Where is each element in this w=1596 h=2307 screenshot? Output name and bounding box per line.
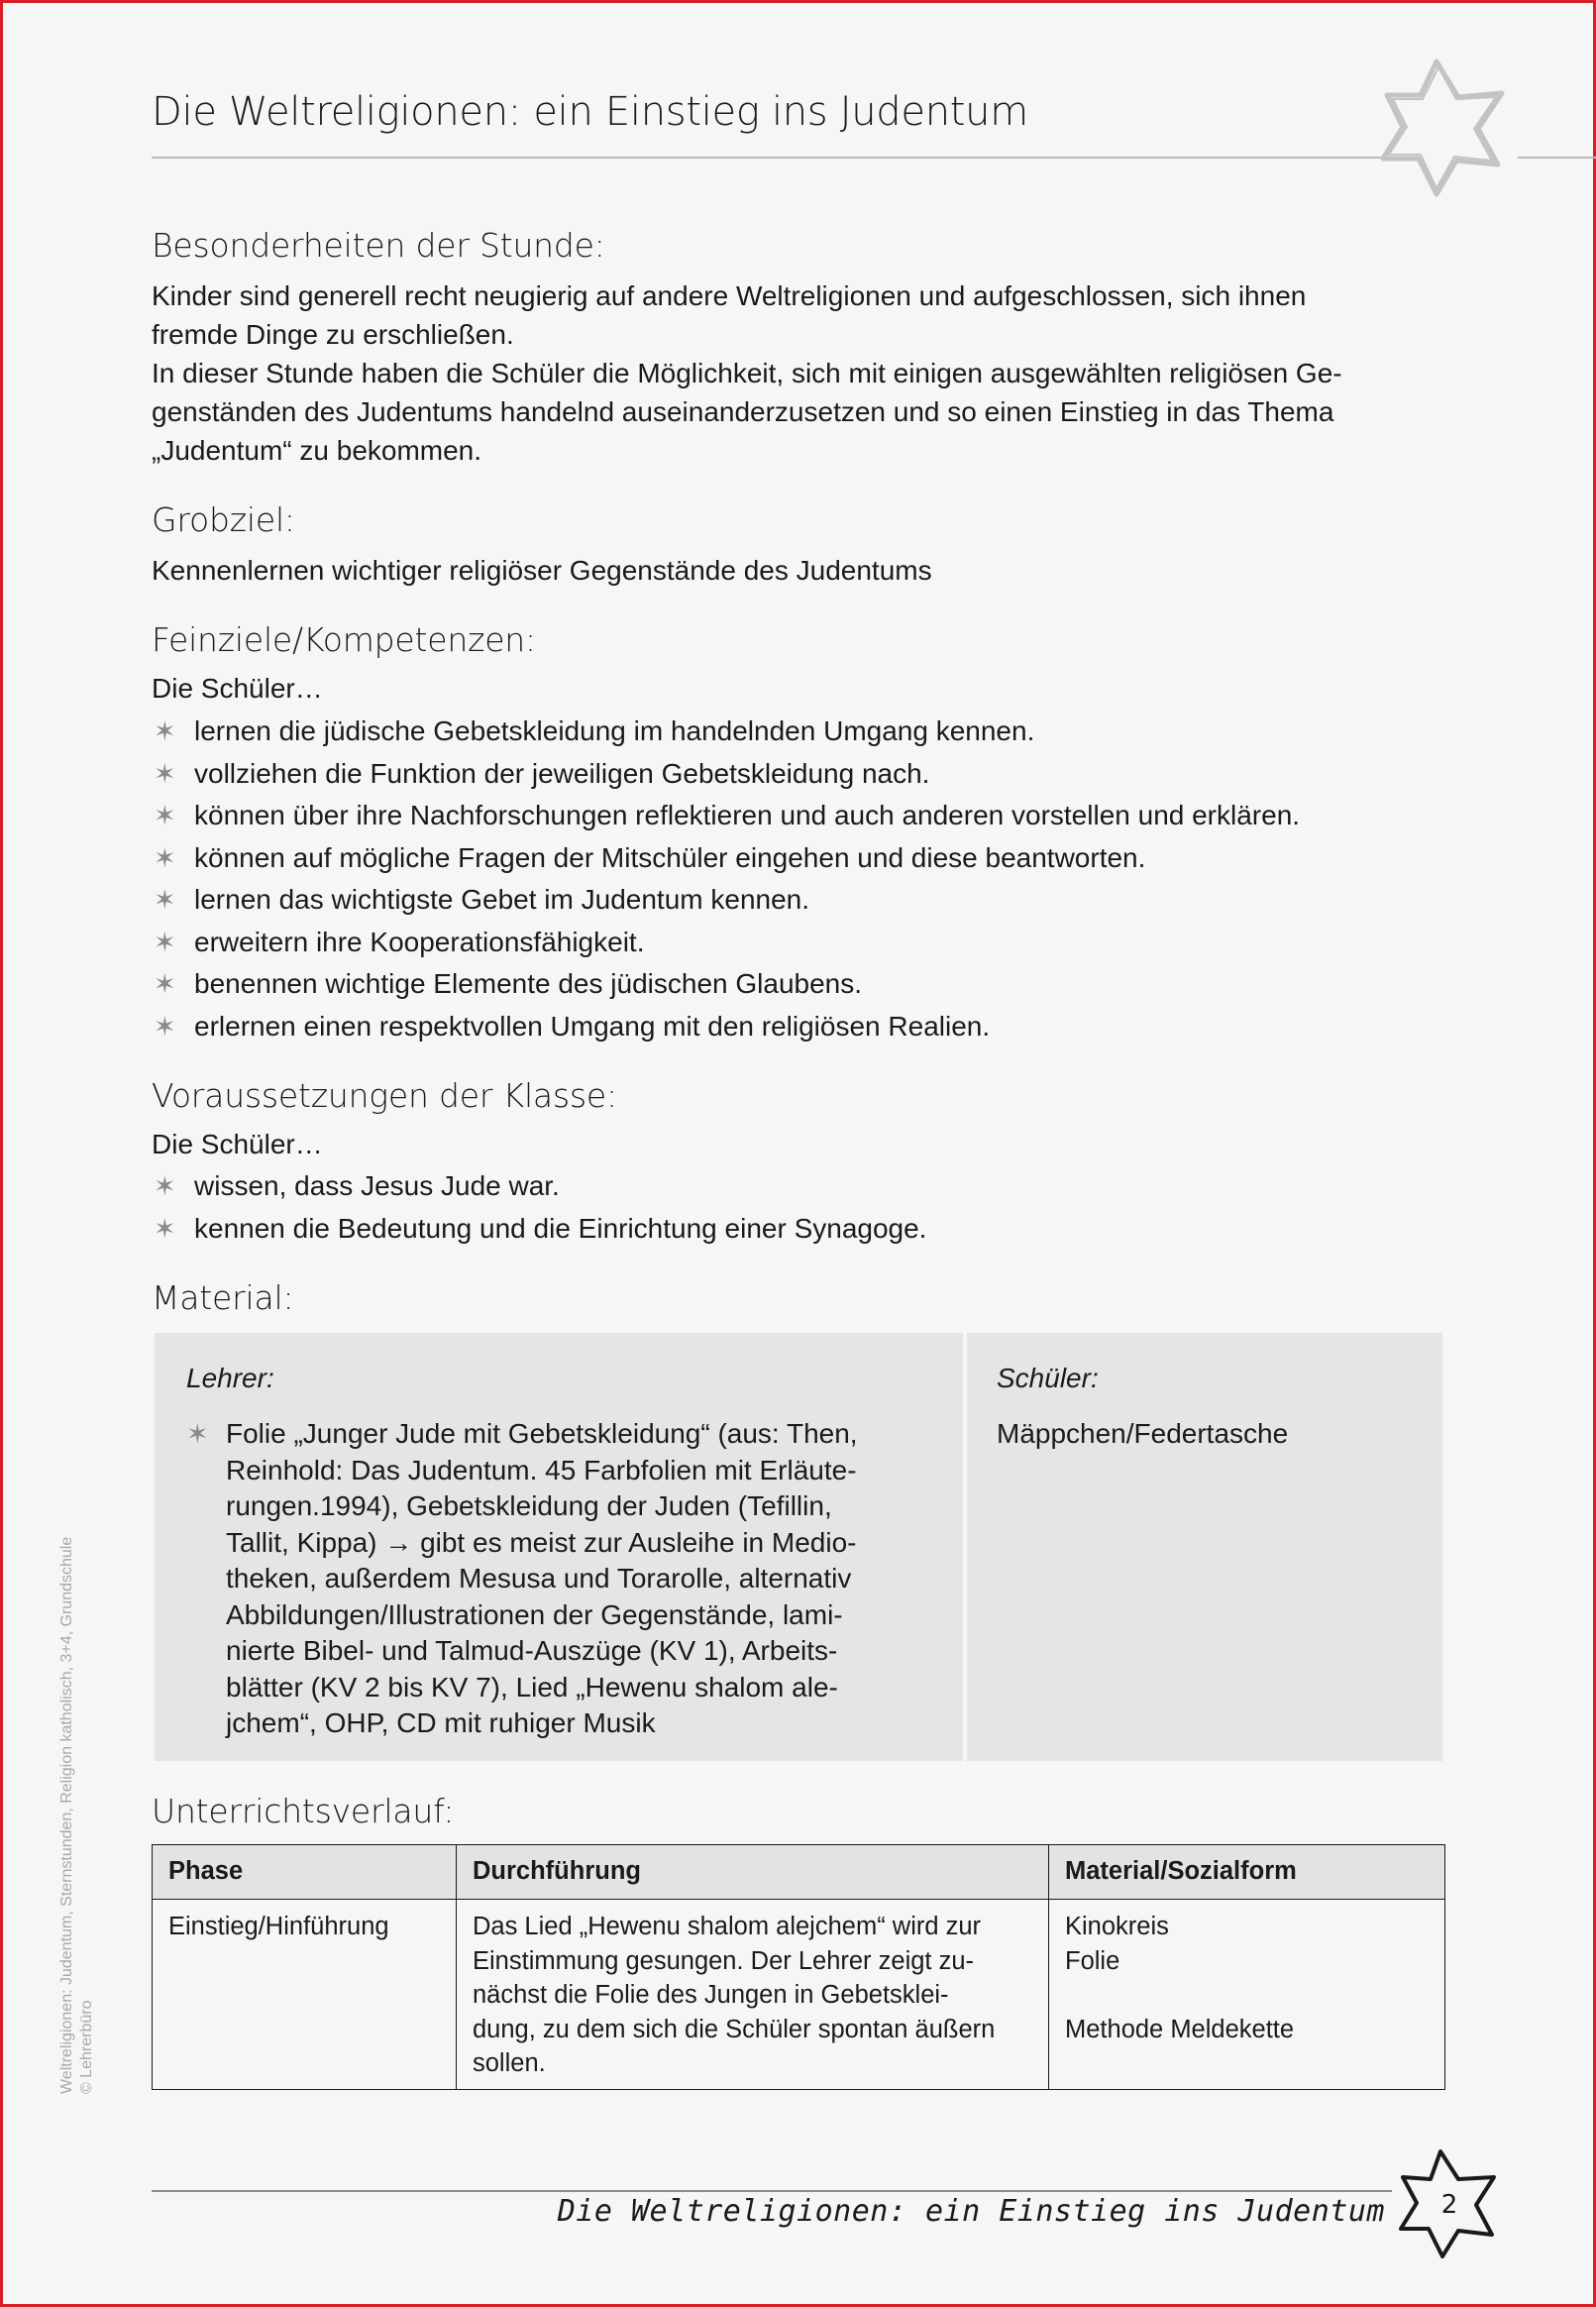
text-line: theken, außerdem Mesusa und Torarolle, alternativ (226, 1563, 852, 1593)
six-point-star-icon: ✶ (154, 842, 176, 873)
text-line: Abbildungen/Illustrationen der Gegenstände, lami- (226, 1598, 843, 1630)
text-line: Reinhold: Das Judentum. 45 Farbfolien mit Erläute- (226, 1454, 857, 1485)
text-line: dung, zu dem sich die Schüler spontan äußern (473, 2015, 996, 2043)
heading-feinziele: Feinziele/Kompetenzen: (152, 620, 536, 659)
text-line: Kinder sind generell recht neugierig auf andere Weltreligionen und aufgeschlossen, sich ihnen (152, 280, 1307, 311)
list-item: ✶ erweitern ihre Kooperationsfähigkeit. (152, 922, 1300, 964)
six-point-star-icon: ✶ (154, 927, 176, 957)
list-item: ✶ lernen das wichtigste Gebet im Judentum kennen. (152, 879, 1300, 922)
text-line: Das Lied „Hewenu shalom alejchem“ wird zur (473, 1913, 982, 1940)
footer-title: Die Weltreligionen: ein Einstieg ins Judentum (557, 2194, 1385, 2229)
text-line: In dieser Stunde haben die Schüler die Möglichkeit, sich mit einigen ausgewählten religiösen Ge- (152, 358, 1342, 388)
six-point-star-icon: ✶ (154, 716, 176, 746)
column-header-durchfuehrung: Durchführung (457, 1845, 1049, 1900)
text-line: jchem“, OHP, CD mit ruhiger Musik (226, 1707, 656, 1738)
heading-unterrichtsverlauf: Unterrichtsverlauf: (152, 1792, 455, 1830)
voraussetzungen-intro: Die Schüler… (152, 1129, 323, 1159)
cell-durchfuehrung (457, 1900, 1049, 2090)
text-line: Folie „Junger Jude mit Gebetskleidung“ (aus: Then, (226, 1418, 858, 1449)
text-line: Methode Meldekette (1065, 2015, 1295, 2043)
heading-material: Material: (152, 1278, 294, 1317)
list-item: ✶ erlernen einen respektvollen Umgang mit den religiösen Realien. (152, 1006, 1300, 1048)
credit-line: Weltreligionen: Judentum, Sternstunden, Religion katholisch, 3+4, Grundschule (58, 1536, 75, 2094)
schueler-label: Schüler: (997, 1363, 1099, 1393)
list-item: ✶ können über ihre Nachforschungen reflektieren und auch anderen vorstellen und erklären. (152, 795, 1300, 837)
list-item: ✶ kennen die Bedeutung und die Einrichtung einer Synagoge. (152, 1208, 926, 1251)
besonderheiten-text (152, 276, 1449, 470)
list-item: ✶ können auf mögliche Fragen der Mitschüler eingehen und diese beantworten. (152, 837, 1300, 880)
footer-divider (152, 2190, 1392, 2192)
six-point-star-icon: ✶ (154, 969, 176, 999)
title-divider-right (1518, 157, 1596, 159)
cell-phase: Einstieg/Hinführung (153, 1900, 457, 2090)
credit-line: © Lehrerbüro (78, 2000, 95, 2094)
table-header-row (153, 1845, 1445, 1900)
six-point-star-icon: ✶ (154, 1171, 176, 1201)
text-line: fremde Dinge zu erschließen. (152, 319, 514, 350)
text-line: sollen. (473, 2049, 546, 2077)
six-point-star-icon: ✶ (154, 1213, 176, 1244)
list-item: ✶ wissen, dass Jesus Jude war. (152, 1165, 926, 1208)
text-line: genständen des Judentums handelnd auseinanderzusetzen und so einen Einstieg in das Thema (152, 396, 1334, 427)
column-header-material: Material/Sozialform (1049, 1845, 1445, 1900)
column-header-phase: Phase (153, 1845, 457, 1900)
feinziele-intro: Die Schüler… (152, 673, 323, 704)
heading-voraussetzungen: Voraussetzungen der Klasse: (152, 1076, 617, 1115)
six-point-star-icon: ✶ (186, 1419, 209, 1449)
text-line: Einstimmung gesungen. Der Lehrer zeigt zu- (473, 1946, 975, 1975)
six-point-star-icon: ✶ (154, 758, 176, 789)
feinziele-list (152, 711, 1300, 1047)
text-line: Folie (1065, 1946, 1120, 1975)
page-number: 2 (1440, 2190, 1458, 2220)
six-point-star-icon: ✶ (154, 885, 176, 915)
text-line: nierte Bibel- und Talmud-Auszüge (KV 1), Arbeits- (226, 1635, 838, 1666)
cell-material (1049, 1900, 1445, 2090)
list-item: ✶ lernen die jüdische Gebetskleidung im handelnden Umgang kennen. (152, 711, 1300, 753)
list-item: ✶ benennen wichtige Elemente des jüdischen Glaubens. (152, 963, 1300, 1006)
text-line: Tallit, Kippa) → gibt es meist zur Ausleihe in Medio- (226, 1526, 857, 1558)
page-title: Die Weltreligionen: ein Einstieg ins Judentum (152, 89, 1028, 135)
text-line: rungen.1994), Gebetskleidung der Juden (Tefillin, (226, 1490, 832, 1521)
text-line: Kinokreis (1065, 1913, 1169, 1940)
star-of-david-outline-icon (1375, 55, 1512, 200)
lesson-table (152, 1844, 1445, 2090)
text-line: „Judentum“ zu bekommen. (152, 435, 482, 466)
six-point-star-icon: ✶ (154, 801, 176, 830)
text-line: blätter (KV 2 bis KV 7), Lied „Hewenu shalom ale- (226, 1671, 838, 1703)
six-point-star-icon: ✶ (154, 1011, 176, 1042)
lehrer-label: Lehrer: (186, 1363, 274, 1393)
material-box (155, 1333, 1442, 1761)
material-lehrer-column (155, 1333, 963, 1761)
text-line: nächst die Folie des Jungen in Gebetsklei- (473, 1981, 949, 2009)
heading-besonderheiten: Besonderheiten der Stunde: (152, 226, 605, 265)
grobziel-text: Kennenlernen wichtiger religiöser Gegenstände des Judentums (152, 555, 932, 586)
table-row (153, 1900, 1445, 2090)
schueler-material: Mäppchen/Federtasche (997, 1418, 1289, 1449)
heading-grobziel: Grobziel: (152, 500, 295, 539)
title-divider (152, 157, 1387, 159)
text-line (1065, 1978, 1431, 2013)
lehrer-material-item (186, 1416, 963, 1742)
material-schueler-column (967, 1333, 1442, 1761)
voraussetzungen-list (152, 1165, 926, 1250)
list-item: ✶ vollziehen die Funktion der jeweiligen Gebetskleidung nach. (152, 753, 1300, 796)
side-credit (57, 1537, 97, 2094)
